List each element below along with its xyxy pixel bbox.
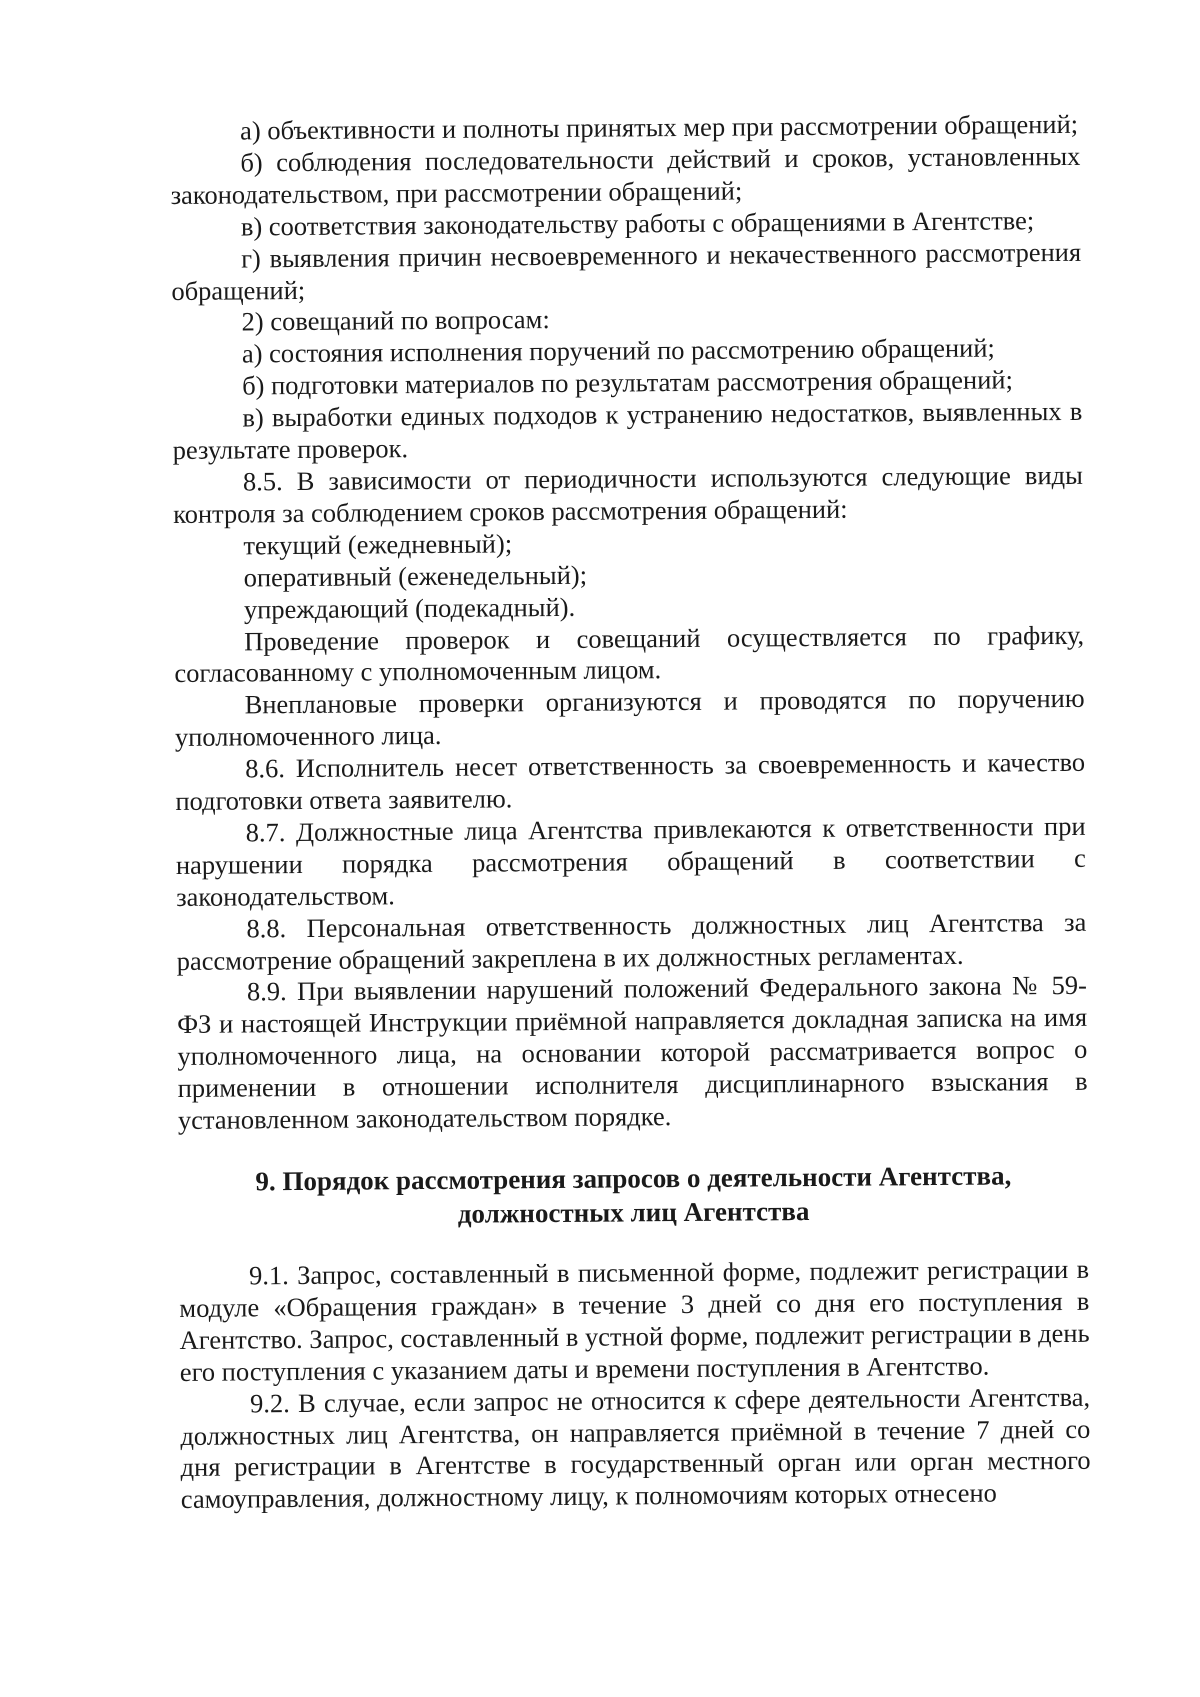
- document-body: [170, 109, 1091, 1516]
- paragraph-8-6: 8.6. Исполнитель несет ответственность за своевременность и качество подготовки ответа заявителю.: [175, 746, 1086, 817]
- paragraph-8-5: 8.5. В зависимости от периодичности используются следующие виды контроля за соблюдением сроков рассмотрения обращений:: [173, 459, 1083, 529]
- control-type-current: текущий (ежедневный);: [243, 528, 513, 561]
- paragraph-8-4-1-b: б) соблюдения последовательности действий и сроков, установленных законодательством, при рассмотрении обращений;: [170, 140, 1081, 210]
- paragraph-8-4-2-c: в) выработки единых подходов к устранению недостатков, выявленных в результате проверок.: [172, 396, 1083, 466]
- paragraph-9-2: 9.2. В случае, если запрос не относится к сфере деятельности Агентства, должностных лиц Агентства, он направляется приёмной в течение 7 дней со дня регистрации в Агентстве в государственный орган или орган местного самоуправления, должностному лицу, к полномочиям которых отнесено: [180, 1381, 1091, 1515]
- paragraph-8-4-2-a: а) состояния исполнения поручений по рассмотрению обращений;: [241, 332, 995, 369]
- paragraph-inspections-schedule: Проведение проверок и совещаний осуществляется по графику, согласованному с уполномоченным лицом.: [174, 619, 1085, 689]
- paragraph-8-4-1-a: а) объективности и полноты принятых мер при рассмотрении обращений;: [239, 108, 1079, 146]
- paragraph-8-4-2-b: б) подготовки материалов по результатам рассмотрения обращений;: [242, 364, 1013, 401]
- paragraph-9-1: 9.1. Запрос, составленный в письменной форме, подлежит регистрации в модуле «Обращения граждан» в течение 3 дней со дня его поступления в Агентство. Запрос, составленный в устной форме, подлежит регистрации в день его поступления с указанием даты и времени поступления в Агентство.: [179, 1253, 1090, 1387]
- paragraph-8-8: 8.8. Персональная ответственность должностных лиц Агентства за рассмотрение обращений закреплена в их должностных регламентах.: [176, 906, 1087, 976]
- control-type-preventive: упреждающий (подекадный).: [243, 591, 576, 625]
- paragraph-8-4-1-c: в) соответствия законодательству работы с обращениями в Агентстве;: [240, 204, 1035, 242]
- section-9-heading-line-1: 9. Порядок рассмотрения запросов о деятельности Агентства,: [255, 1160, 1012, 1197]
- control-type-operative: оперативный (еженедельный);: [243, 559, 588, 593]
- paragraph-8-9: 8.9. При выявлении нарушений положений Федерального закона № 59-ФЗ и настоящей Инструкции приёмной направляется докладная записка на имя уполномоченного лица, на основании которой рассматривается вопрос о применении в отношении исполнителя дисциплинарного взыскания в установленном законодательством порядке.: [177, 970, 1088, 1136]
- paragraph-8-7: 8.7. Должностные лица Агентства привлекаются к ответственности при нарушении порядка рассмотрения обращений в соответствии с законодательством.: [175, 810, 1086, 912]
- paragraph-8-4-2: 2) совещаний по вопросам:: [241, 304, 550, 337]
- section-9-heading: [178, 1158, 1089, 1233]
- paragraph-unscheduled-inspections: Внеплановые проверки организуются и проводятся по поручению уполномоченного лица.: [174, 683, 1085, 753]
- paragraph-8-4-1-d: г) выявления причин несвоевременного и некачественного рассмотрения обращений;: [171, 236, 1082, 306]
- section-9-heading-line-2: должностных лиц Агентства: [457, 1196, 810, 1229]
